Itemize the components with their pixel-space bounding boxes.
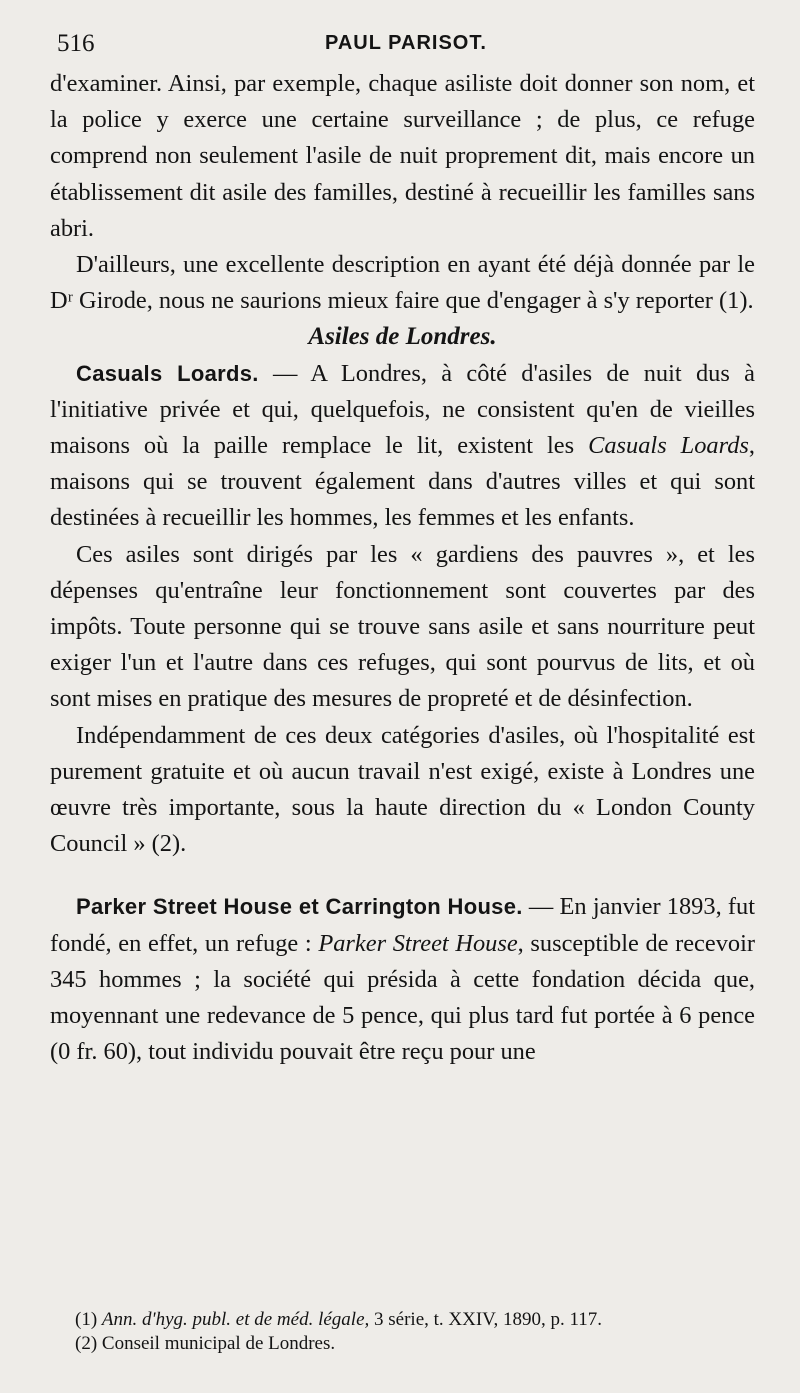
footnote-1-source: Ann. d'hyg. publ. et de méd. légale,: [101, 1309, 370, 1330]
footnote-2: (2) Conseil municipal de Londres.: [75, 1333, 336, 1354]
paragraph-6: [50, 889, 755, 1070]
paragraph-3-text-a: — A Londres, à côté d'asiles de nuit dus à l'initiative privée et qui, quelquefois, ne consistent qu'en de vieilles maisons où la paille remplace le lit, existent les: [50, 359, 755, 460]
section-title: Asiles de Londres.: [308, 323, 497, 351]
paragraph-3-emphasis: Casuals Loards: [588, 432, 749, 460]
running-head: PAUL PARISOT.: [325, 32, 487, 54]
paragraph-2: D'ailleurs, une excellente description en ayant été déjà donnée par le Dʳ Girode, nous ne saurions mieux faire que d'engager à s'y reporter (1).: [50, 251, 755, 315]
run-in-heading-casuals: Casuals Loards.: [76, 360, 259, 386]
paragraph-4: Ces asiles sont dirigés par les « gardiens des pauvres », et les dépenses qu'entraîne leur fonctionnement sont couvertes par des impôts. Toute personne qui se trouve sans asile et sans nourriture peut exiger l'un et l'autre dans ces refuges, qui sont pourvus de lits, et où sont mises en pratique des mesures de propreté et de désinfection.: [50, 540, 755, 713]
paragraph-6-emphasis: Parker Street House: [318, 929, 518, 957]
paragraph-3-text-b: , maisons qui se trouvent également dans d'autres villes et qui sont destinées à recueillir les hommes, les femmes et les enfants.: [50, 432, 755, 532]
paragraph-6-text-b: , susceptible de recevoir 345 hommes ; la société qui présida à cette fondation décida que, moyennant une redevance de 5 pence, qui plus tard fut portée à 6 pence (0 fr. 60), tout individu pouvait être reçu pour une: [50, 929, 755, 1066]
footnotes: [75, 1308, 765, 1356]
footnote-1-rest: 3 série, t. XXIV, 1890, p. 117.: [369, 1309, 602, 1330]
paragraph-6-text-a: — En janvier 1893, fut fondé, en effet, un refuge :: [50, 893, 755, 957]
page-number: 516: [57, 30, 95, 57]
footnote-1-mark: (1): [75, 1309, 102, 1330]
body-text: [50, 66, 755, 1070]
footnote-1: [75, 1308, 765, 1332]
run-in-heading-parker: Parker Street House et Carrington House.: [76, 894, 523, 920]
page-header: [57, 30, 745, 66]
paragraph-5: Indépendamment de ces deux catégories d'asiles, où l'hospitalité est purement gratuite et où aucun travail n'est exigé, existe à Londres une œuvre très importante, sous la haute direction du « London County Council » (2).: [50, 721, 755, 858]
paragraph-3: [50, 356, 755, 537]
paragraph-1: d'examiner. Ainsi, par exemple, chaque asiliste doit donner son nom, et la police y exerce une certaine surveillance ; de plus, ce refuge comprend non seulement l'asile de nuit proprement dit, mais encore un établissement dit asile des familles, destiné à recueillir les familles sans abri.: [50, 70, 755, 242]
